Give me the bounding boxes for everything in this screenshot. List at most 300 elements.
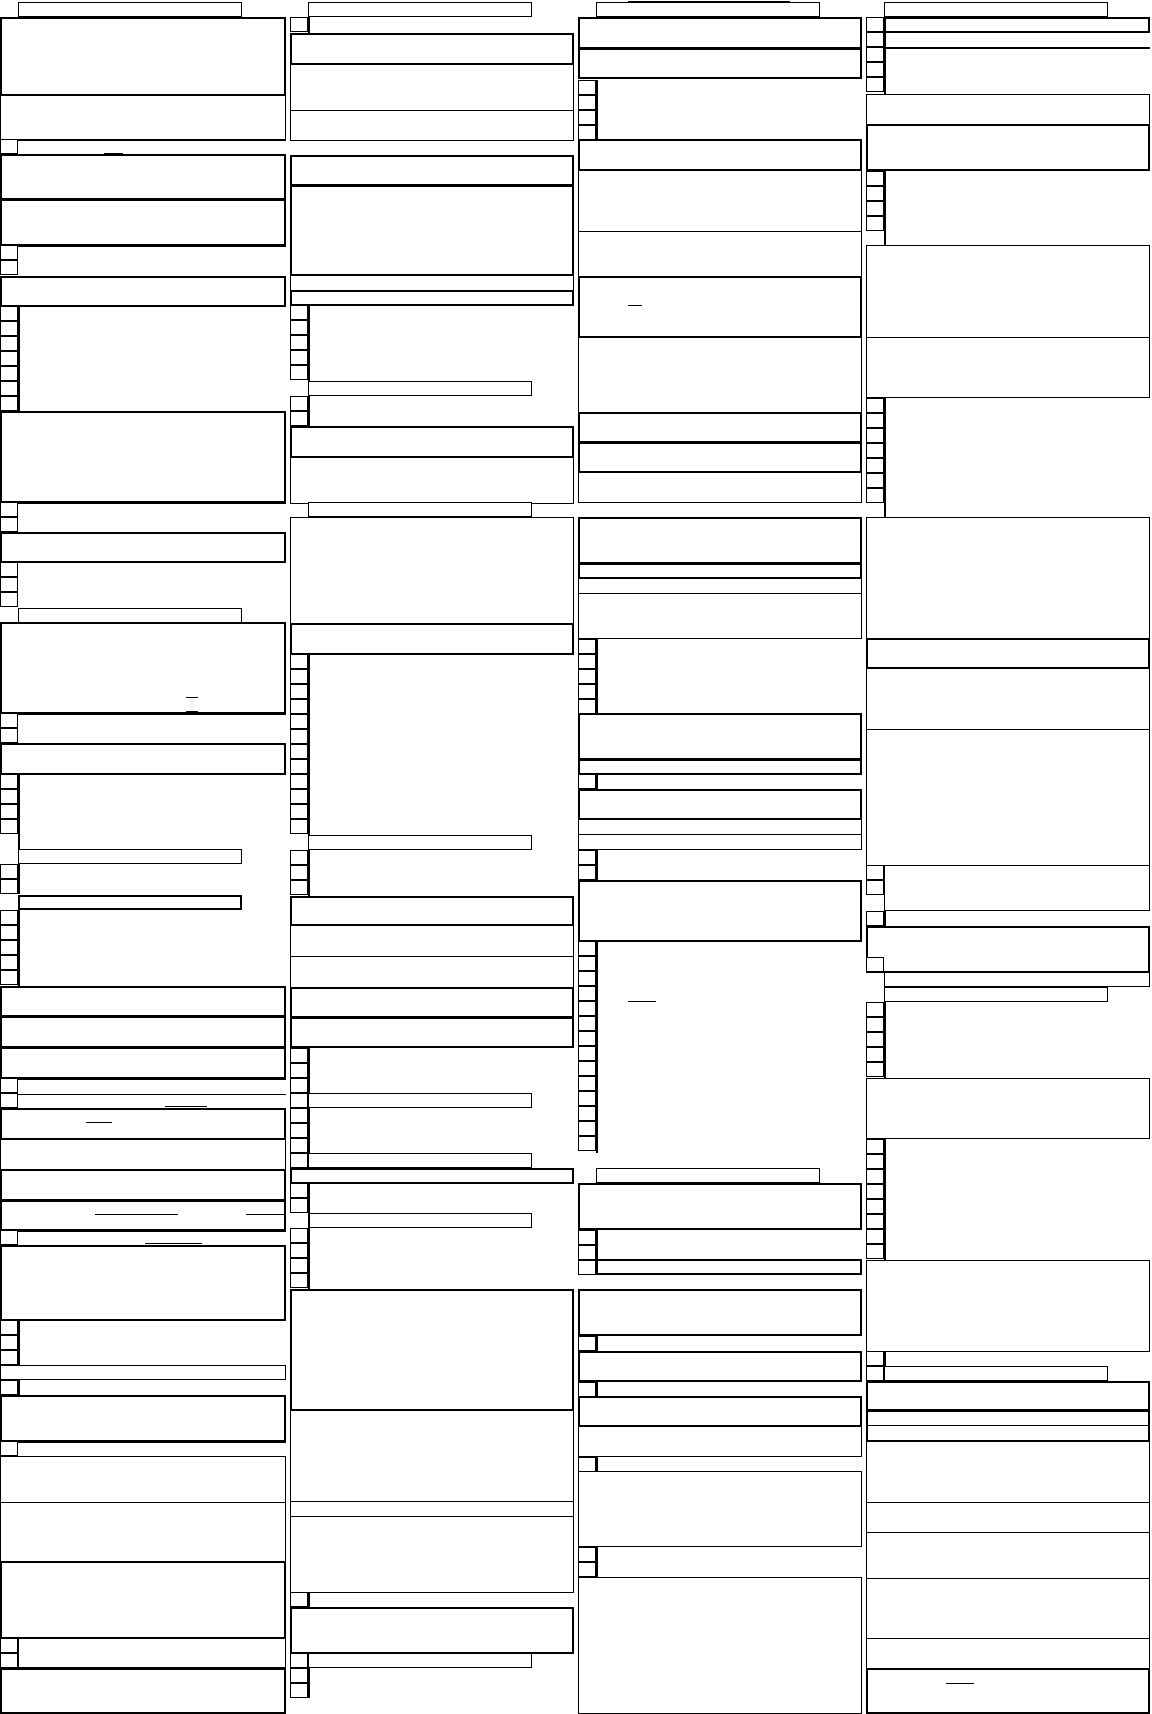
field-box[interactable] bbox=[290, 33, 574, 65]
field-box[interactable] bbox=[578, 789, 862, 820]
checkbox[interactable] bbox=[578, 1016, 596, 1031]
field-box[interactable] bbox=[578, 139, 862, 171]
checkbox[interactable] bbox=[866, 47, 884, 62]
field-box[interactable] bbox=[290, 64, 574, 111]
field-box[interactable] bbox=[290, 925, 574, 957]
form-column-3 bbox=[576, 0, 864, 1714]
field-box[interactable] bbox=[290, 1410, 574, 1502]
checkbox[interactable] bbox=[0, 260, 18, 275]
checkbox[interactable] bbox=[578, 125, 596, 140]
field-box[interactable] bbox=[866, 729, 1150, 866]
checkbox[interactable] bbox=[866, 865, 884, 880]
checkbox[interactable] bbox=[290, 789, 308, 804]
checkbox[interactable] bbox=[0, 1350, 18, 1365]
vertical-rule bbox=[18, 910, 20, 987]
field-box[interactable] bbox=[290, 623, 574, 655]
checkbox[interactable] bbox=[866, 398, 884, 413]
checkbox[interactable] bbox=[290, 1183, 308, 1198]
field-box[interactable] bbox=[0, 1245, 286, 1321]
vertical-rule bbox=[596, 1547, 598, 1577]
field-box[interactable] bbox=[578, 713, 862, 760]
checkbox[interactable] bbox=[290, 654, 308, 669]
checkbox[interactable] bbox=[578, 1336, 596, 1351]
underline-mark bbox=[86, 1122, 112, 1123]
checkbox[interactable] bbox=[290, 850, 308, 865]
checkbox[interactable] bbox=[866, 32, 884, 47]
field-box[interactable] bbox=[578, 1351, 862, 1382]
field-box[interactable] bbox=[866, 668, 1150, 730]
checkbox[interactable] bbox=[0, 245, 18, 260]
field-box[interactable] bbox=[0, 276, 286, 307]
checkbox[interactable] bbox=[578, 941, 596, 956]
checkbox[interactable] bbox=[0, 910, 18, 925]
checkbox[interactable] bbox=[866, 1154, 884, 1169]
checkbox[interactable] bbox=[578, 684, 596, 699]
checkbox[interactable] bbox=[0, 351, 18, 366]
checkbox[interactable] bbox=[578, 80, 596, 95]
checkbox[interactable] bbox=[866, 186, 884, 201]
field-box[interactable] bbox=[578, 1577, 862, 1714]
field-box[interactable] bbox=[0, 1456, 286, 1503]
field-box[interactable] bbox=[0, 1200, 286, 1231]
field-box[interactable] bbox=[18, 1638, 286, 1668]
field-box[interactable] bbox=[884, 865, 1150, 911]
checkbox[interactable] bbox=[578, 1547, 596, 1562]
checkbox[interactable] bbox=[290, 320, 308, 335]
checkbox[interactable] bbox=[0, 955, 18, 970]
checkbox[interactable] bbox=[578, 1046, 596, 1061]
checkbox[interactable] bbox=[578, 850, 596, 865]
field-box[interactable] bbox=[0, 154, 286, 200]
checkbox[interactable] bbox=[866, 473, 884, 488]
checkbox[interactable] bbox=[866, 957, 884, 972]
checkbox[interactable] bbox=[0, 1093, 18, 1108]
vertical-rule bbox=[308, 1183, 310, 1290]
checkbox[interactable] bbox=[290, 714, 308, 729]
section-header-box bbox=[884, 987, 1108, 1002]
column-header-box bbox=[596, 2, 820, 17]
checkbox[interactable] bbox=[290, 1123, 308, 1138]
checkbox[interactable] bbox=[578, 865, 596, 880]
underline-mark bbox=[165, 1106, 207, 1107]
section-header-box bbox=[308, 1153, 532, 1168]
checkbox[interactable] bbox=[866, 17, 884, 32]
checkbox[interactable] bbox=[290, 1228, 308, 1243]
checkbox[interactable] bbox=[0, 592, 18, 607]
field-box[interactable] bbox=[290, 275, 574, 291]
checkbox[interactable] bbox=[0, 306, 18, 321]
field-box[interactable] bbox=[866, 1441, 1150, 1503]
field-box[interactable] bbox=[866, 245, 1150, 338]
checkbox[interactable] bbox=[578, 1076, 596, 1091]
field-box[interactable] bbox=[290, 1289, 574, 1411]
vertical-rule bbox=[596, 850, 598, 880]
checkbox[interactable] bbox=[0, 139, 18, 154]
checkbox[interactable] bbox=[578, 986, 596, 1001]
checkbox[interactable] bbox=[578, 1230, 596, 1245]
checkbox[interactable] bbox=[0, 577, 18, 592]
underline-mark bbox=[628, 305, 642, 306]
checkbox[interactable] bbox=[0, 366, 18, 381]
checkbox[interactable] bbox=[0, 879, 18, 894]
field-box[interactable] bbox=[866, 1410, 1150, 1442]
field-box[interactable] bbox=[866, 517, 1150, 639]
checkbox[interactable] bbox=[578, 1562, 596, 1577]
checkbox[interactable] bbox=[578, 669, 596, 684]
checkbox[interactable] bbox=[0, 1230, 18, 1245]
vertical-rule bbox=[18, 1320, 20, 1365]
checkbox[interactable] bbox=[866, 1229, 884, 1244]
checkbox[interactable] bbox=[578, 1091, 596, 1106]
field-box[interactable] bbox=[866, 124, 1150, 171]
checkbox[interactable] bbox=[866, 1199, 884, 1214]
checkbox[interactable] bbox=[290, 774, 308, 789]
field-box[interactable] bbox=[578, 17, 862, 49]
underline-mark bbox=[186, 697, 198, 698]
vertical-rule bbox=[884, 1002, 886, 1078]
checkbox[interactable] bbox=[0, 970, 18, 985]
checkbox[interactable] bbox=[578, 1260, 596, 1275]
checkbox[interactable] bbox=[0, 774, 18, 789]
checkbox[interactable] bbox=[290, 335, 308, 350]
checkbox[interactable] bbox=[0, 517, 18, 532]
section-header-box bbox=[18, 608, 242, 623]
checkbox[interactable] bbox=[578, 1001, 596, 1016]
checkbox[interactable] bbox=[866, 1366, 884, 1381]
field-box[interactable] bbox=[866, 1078, 1150, 1139]
checkbox[interactable] bbox=[0, 713, 18, 728]
checkbox[interactable] bbox=[0, 804, 18, 819]
checkbox[interactable] bbox=[866, 216, 884, 231]
field-box[interactable] bbox=[0, 1016, 286, 1048]
field-box[interactable] bbox=[578, 442, 862, 473]
field-box[interactable] bbox=[578, 276, 862, 338]
checkbox[interactable] bbox=[866, 1139, 884, 1154]
checkbox[interactable] bbox=[0, 1320, 18, 1335]
field-box[interactable] bbox=[578, 517, 862, 564]
checkbox[interactable] bbox=[290, 1093, 308, 1108]
field-box[interactable] bbox=[290, 956, 574, 988]
field-box[interactable] bbox=[0, 986, 286, 1017]
underline-mark bbox=[246, 1214, 284, 1215]
vertical-rule bbox=[308, 654, 310, 897]
field-box[interactable] bbox=[596, 1259, 862, 1275]
vertical-rule bbox=[884, 171, 886, 246]
field-box[interactable] bbox=[290, 987, 574, 1018]
checkbox[interactable] bbox=[290, 1273, 308, 1288]
checkbox[interactable] bbox=[290, 819, 308, 834]
field-box[interactable] bbox=[866, 1638, 1150, 1669]
checkbox[interactable] bbox=[578, 1136, 596, 1151]
checkbox[interactable] bbox=[290, 365, 308, 380]
divider-line bbox=[18, 714, 286, 715]
section-header-box bbox=[308, 1093, 532, 1108]
form-column-2 bbox=[288, 0, 576, 1714]
field-box[interactable] bbox=[884, 17, 1150, 33]
checkbox[interactable] bbox=[578, 1382, 596, 1397]
field-box[interactable] bbox=[578, 412, 862, 443]
checkbox[interactable] bbox=[290, 1048, 308, 1063]
field-box[interactable] bbox=[0, 199, 286, 246]
field-box[interactable] bbox=[0, 1365, 286, 1380]
field-box[interactable] bbox=[866, 94, 1150, 125]
field-box[interactable] bbox=[290, 155, 574, 186]
checkbox[interactable] bbox=[0, 1078, 18, 1093]
checkbox[interactable] bbox=[0, 1653, 18, 1668]
checkbox[interactable] bbox=[866, 77, 884, 92]
checkbox[interactable] bbox=[0, 925, 18, 940]
checkbox[interactable] bbox=[290, 729, 308, 744]
checkbox[interactable] bbox=[578, 1457, 596, 1472]
checkbox[interactable] bbox=[290, 1138, 308, 1153]
checkbox[interactable] bbox=[290, 396, 308, 411]
divider-line bbox=[18, 503, 286, 504]
checkbox[interactable] bbox=[0, 728, 18, 743]
field-box[interactable] bbox=[0, 411, 286, 503]
checkbox[interactable] bbox=[290, 1198, 308, 1213]
checkbox[interactable] bbox=[0, 562, 18, 577]
checkbox[interactable] bbox=[866, 1244, 884, 1259]
checkbox[interactable] bbox=[290, 865, 308, 880]
field-box[interactable] bbox=[290, 1607, 574, 1654]
checkbox[interactable] bbox=[866, 1032, 884, 1047]
checkbox[interactable] bbox=[290, 1243, 308, 1258]
field-box[interactable] bbox=[578, 834, 862, 850]
field-box[interactable] bbox=[578, 563, 862, 579]
checkbox[interactable] bbox=[578, 971, 596, 986]
field-box[interactable] bbox=[866, 1381, 1150, 1411]
checkbox[interactable] bbox=[866, 1214, 884, 1229]
checkbox[interactable] bbox=[578, 1121, 596, 1136]
vertical-rule bbox=[308, 17, 310, 33]
checkbox[interactable] bbox=[866, 428, 884, 443]
field-box[interactable] bbox=[578, 472, 862, 503]
checkbox[interactable] bbox=[866, 413, 884, 428]
field-box[interactable] bbox=[290, 896, 574, 926]
field-box[interactable] bbox=[578, 1183, 862, 1230]
checkbox[interactable] bbox=[578, 774, 596, 789]
section-header-box bbox=[308, 1653, 532, 1668]
checkbox[interactable] bbox=[0, 864, 18, 879]
field-box[interactable] bbox=[578, 231, 862, 277]
checkbox[interactable] bbox=[866, 880, 884, 895]
checkbox[interactable] bbox=[578, 95, 596, 110]
field-box[interactable] bbox=[866, 1532, 1150, 1579]
vertical-rule bbox=[18, 774, 20, 850]
vertical-rule bbox=[308, 1592, 310, 1607]
checkbox[interactable] bbox=[866, 458, 884, 473]
field-box[interactable] bbox=[0, 17, 286, 96]
field-box[interactable] bbox=[290, 1017, 574, 1048]
checkbox[interactable] bbox=[290, 350, 308, 365]
field-box[interactable] bbox=[866, 638, 1150, 669]
divider-line bbox=[18, 140, 286, 141]
checkbox[interactable] bbox=[290, 804, 308, 819]
field-box[interactable] bbox=[578, 578, 862, 594]
checkbox[interactable] bbox=[290, 1258, 308, 1273]
checkbox[interactable] bbox=[578, 654, 596, 669]
checkbox[interactable] bbox=[578, 1106, 596, 1121]
checkbox[interactable] bbox=[290, 669, 308, 684]
vertical-rule bbox=[596, 941, 598, 1153]
field-box[interactable] bbox=[866, 337, 1150, 398]
form-column-1 bbox=[0, 0, 288, 1714]
field-box[interactable] bbox=[290, 185, 574, 276]
field-box[interactable] bbox=[0, 1108, 286, 1140]
field-box[interactable] bbox=[578, 337, 862, 413]
checkbox[interactable] bbox=[866, 443, 884, 458]
checkbox[interactable] bbox=[578, 110, 596, 125]
field-box[interactable] bbox=[290, 457, 574, 504]
field-box[interactable] bbox=[290, 1501, 574, 1517]
vertical-rule bbox=[596, 1336, 598, 1351]
divider-line bbox=[18, 1442, 286, 1443]
checkbox[interactable] bbox=[290, 1592, 308, 1607]
underline-mark bbox=[946, 1683, 974, 1684]
field-box[interactable] bbox=[290, 110, 574, 141]
vertical-rule bbox=[596, 774, 598, 789]
checkbox[interactable] bbox=[866, 171, 884, 186]
field-box[interactable] bbox=[578, 593, 862, 639]
vertical-rule bbox=[308, 1048, 310, 1168]
field-box[interactable] bbox=[578, 880, 862, 942]
field-box[interactable] bbox=[578, 1396, 862, 1427]
vertical-rule bbox=[884, 1139, 886, 1261]
checkbox[interactable] bbox=[290, 1063, 308, 1078]
vertical-rule bbox=[884, 398, 886, 517]
underline-mark bbox=[95, 1214, 178, 1215]
checkbox[interactable] bbox=[866, 1169, 884, 1184]
divider-line bbox=[866, 1425, 1150, 1426]
checkbox[interactable] bbox=[0, 1335, 18, 1350]
section-header-box bbox=[308, 835, 532, 850]
checkbox[interactable] bbox=[578, 956, 596, 971]
checkbox[interactable] bbox=[866, 201, 884, 216]
checkbox[interactable] bbox=[0, 789, 18, 804]
checkbox[interactable] bbox=[866, 1184, 884, 1199]
checkbox[interactable] bbox=[866, 1017, 884, 1032]
checkbox[interactable] bbox=[290, 880, 308, 895]
field-box[interactable] bbox=[0, 743, 286, 775]
checkbox[interactable] bbox=[0, 1380, 18, 1395]
field-box[interactable] bbox=[290, 517, 574, 624]
section-header-box bbox=[596, 1168, 820, 1183]
checkbox[interactable] bbox=[290, 305, 308, 320]
divider-line bbox=[884, 47, 1150, 49]
checkbox[interactable] bbox=[0, 819, 18, 834]
checkbox[interactable] bbox=[0, 336, 18, 351]
checkbox[interactable] bbox=[578, 699, 596, 714]
checkbox[interactable] bbox=[578, 1245, 596, 1260]
checkbox[interactable] bbox=[290, 759, 308, 774]
checkbox[interactable] bbox=[290, 1108, 308, 1123]
field-box[interactable] bbox=[866, 926, 1150, 973]
checkbox[interactable] bbox=[290, 1653, 308, 1668]
section-header-box bbox=[884, 972, 1150, 987]
field-box[interactable] bbox=[578, 1471, 862, 1547]
vertical-rule bbox=[18, 306, 20, 411]
divider-line bbox=[18, 1231, 286, 1232]
checkbox[interactable] bbox=[290, 1078, 308, 1093]
checkbox[interactable] bbox=[866, 62, 884, 77]
vertical-rule bbox=[18, 1380, 20, 1395]
field-box[interactable] bbox=[0, 1502, 286, 1562]
checkbox[interactable] bbox=[578, 1031, 596, 1046]
vertical-rule bbox=[596, 1457, 598, 1472]
vertical-rule bbox=[884, 911, 886, 926]
field-box[interactable] bbox=[0, 1047, 286, 1079]
checkbox[interactable] bbox=[0, 321, 18, 336]
checkbox[interactable] bbox=[290, 1668, 308, 1683]
checkbox[interactable] bbox=[866, 488, 884, 503]
vertical-rule bbox=[18, 864, 20, 894]
field-box[interactable] bbox=[290, 1516, 574, 1593]
checkbox[interactable] bbox=[0, 940, 18, 955]
field-box[interactable] bbox=[578, 48, 862, 79]
checkbox[interactable] bbox=[0, 1638, 18, 1653]
underline-mark bbox=[186, 711, 198, 712]
field-box[interactable] bbox=[290, 290, 574, 306]
checkbox[interactable] bbox=[866, 911, 884, 926]
field-box[interactable] bbox=[0, 1139, 286, 1170]
checkbox[interactable] bbox=[866, 1351, 884, 1366]
section-header-box bbox=[308, 1213, 532, 1228]
field-box[interactable] bbox=[0, 95, 286, 140]
field-box[interactable] bbox=[0, 1668, 286, 1714]
field-box[interactable] bbox=[0, 1395, 286, 1442]
vertical-rule bbox=[596, 1382, 598, 1397]
checkbox[interactable] bbox=[866, 1047, 884, 1062]
field-box[interactable] bbox=[578, 1426, 862, 1457]
field-box[interactable] bbox=[0, 1169, 286, 1201]
checkbox[interactable] bbox=[578, 639, 596, 654]
form-column-4 bbox=[864, 0, 1152, 1714]
checkbox[interactable] bbox=[866, 1062, 884, 1077]
field-box[interactable] bbox=[578, 1289, 862, 1336]
field-box[interactable] bbox=[290, 1168, 574, 1184]
field-box[interactable] bbox=[578, 170, 862, 232]
field-box[interactable] bbox=[290, 426, 574, 458]
checkbox[interactable] bbox=[290, 699, 308, 714]
field-box[interactable] bbox=[0, 1561, 286, 1639]
column-header-box bbox=[884, 2, 1108, 17]
checkbox[interactable] bbox=[290, 17, 308, 32]
field-box[interactable] bbox=[866, 1578, 1150, 1639]
field-box[interactable] bbox=[578, 819, 862, 835]
checkbox[interactable] bbox=[0, 396, 18, 411]
field-box[interactable] bbox=[866, 1502, 1150, 1533]
section-header-box bbox=[308, 381, 532, 396]
checkbox[interactable] bbox=[0, 1441, 18, 1456]
field-box[interactable] bbox=[0, 532, 286, 563]
section-header-box bbox=[18, 895, 242, 910]
divider-line bbox=[18, 1094, 286, 1095]
checkbox[interactable] bbox=[290, 411, 308, 426]
checkbox[interactable] bbox=[0, 381, 18, 396]
checkbox[interactable] bbox=[290, 684, 308, 699]
checkbox[interactable] bbox=[290, 1683, 308, 1698]
checkbox[interactable] bbox=[290, 744, 308, 759]
checkbox[interactable] bbox=[0, 502, 18, 517]
field-box[interactable] bbox=[866, 1260, 1150, 1352]
checkbox[interactable] bbox=[290, 1153, 308, 1168]
checkbox[interactable] bbox=[578, 1061, 596, 1076]
checkbox[interactable] bbox=[866, 1002, 884, 1017]
section-header-box bbox=[884, 1366, 1108, 1381]
field-box[interactable] bbox=[866, 1668, 1150, 1714]
field-box[interactable] bbox=[0, 622, 286, 714]
field-box[interactable] bbox=[578, 759, 862, 775]
